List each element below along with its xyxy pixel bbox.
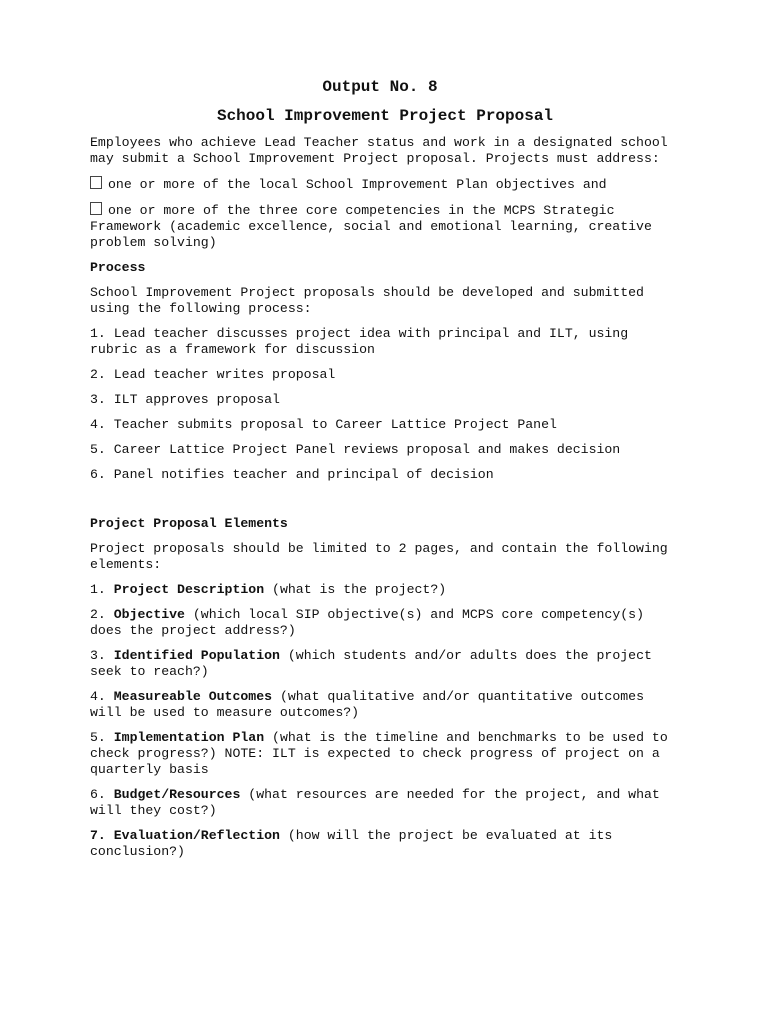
bullet-text: one or more of the local School Improvement Plan objectives and bbox=[108, 177, 607, 192]
element-number: 3. bbox=[90, 648, 114, 663]
element-term: Objective bbox=[113, 607, 185, 622]
element-number: 1. bbox=[90, 582, 114, 597]
element-term: Measureable Outcomes bbox=[113, 689, 273, 704]
element-number: 4. bbox=[90, 689, 114, 704]
document-body bbox=[90, 135, 670, 869]
element-term: Identified Population bbox=[113, 648, 280, 663]
process-step: 4. Teacher submits proposal to Career Lattice Project Panel bbox=[90, 417, 557, 432]
element-desc: (how will the project be evaluated at its conclusion?) bbox=[90, 828, 613, 859]
element-desc: (what is the project?) bbox=[264, 582, 447, 597]
element-item bbox=[90, 582, 670, 598]
bullet-text: one or more of the three core competencies in the MCPS Strategic Framework (academic excellence, social and emotional learning, creative problem solving) bbox=[90, 203, 652, 250]
element-desc: (what is the timeline and benchmarks to be used to check progress?) NOTE: ILT is expected to check progress of project on a quarterly basis bbox=[90, 730, 668, 777]
element-item bbox=[90, 607, 670, 639]
process-step: 2. Lead teacher writes proposal bbox=[90, 367, 336, 382]
checkbox-icon bbox=[90, 176, 102, 189]
process-intro: School Improvement Project proposals should be developed and submitted using the following process: bbox=[90, 285, 644, 316]
element-term: Implementation Plan bbox=[113, 730, 265, 745]
bullet-item bbox=[90, 202, 670, 251]
element-desc: (what qualitative and/or quantitative outcomes will be used to measure outcomes?) bbox=[90, 689, 644, 720]
element-desc: (what resources are needed for the project, and what will they cost?) bbox=[90, 787, 660, 818]
checkbox-icon bbox=[90, 202, 102, 215]
process-step: 5. Career Lattice Project Panel reviews proposal and makes decision bbox=[90, 442, 621, 457]
element-desc: (which students and/or adults does the project seek to reach?) bbox=[90, 648, 652, 679]
bullet-item bbox=[90, 176, 670, 193]
elements-intro: Project proposals should be limited to 2 pages, and contain the following elements: bbox=[90, 541, 668, 572]
section-spacer bbox=[90, 492, 670, 516]
elements-heading: Project Proposal Elements bbox=[90, 516, 288, 531]
output-number: Output No. 8 bbox=[322, 78, 438, 96]
element-term: Budget/Resources bbox=[113, 787, 241, 802]
element-item bbox=[90, 787, 670, 819]
intro-paragraph: Employees who achieve Lead Teacher status and work in a designated school may submit a School Improvement Project proposal. Projects must address: bbox=[90, 135, 668, 166]
element-number: 2. bbox=[90, 607, 114, 622]
process-step: 3. ILT approves proposal bbox=[90, 392, 280, 407]
process-heading: Process bbox=[90, 260, 146, 275]
element-item bbox=[90, 730, 670, 778]
element-number: 5. bbox=[90, 730, 114, 745]
element-item bbox=[90, 828, 670, 860]
element-number: 7. bbox=[90, 828, 114, 843]
element-number: 6. bbox=[90, 787, 114, 802]
element-item bbox=[90, 689, 670, 721]
process-step: 1. Lead teacher discusses project idea with principal and ILT, using rubric as a framework for discussion bbox=[90, 326, 629, 357]
element-term: Evaluation/Reflection bbox=[113, 828, 280, 843]
element-desc: (which local SIP objective(s) and MCPS core competency(s) does the project address?) bbox=[90, 607, 644, 638]
element-term: Project Description bbox=[113, 582, 265, 597]
process-step: 6. Panel notifies teacher and principal of decision bbox=[90, 467, 494, 482]
document-title: School Improvement Project Proposal bbox=[216, 107, 554, 125]
element-item bbox=[90, 648, 670, 680]
